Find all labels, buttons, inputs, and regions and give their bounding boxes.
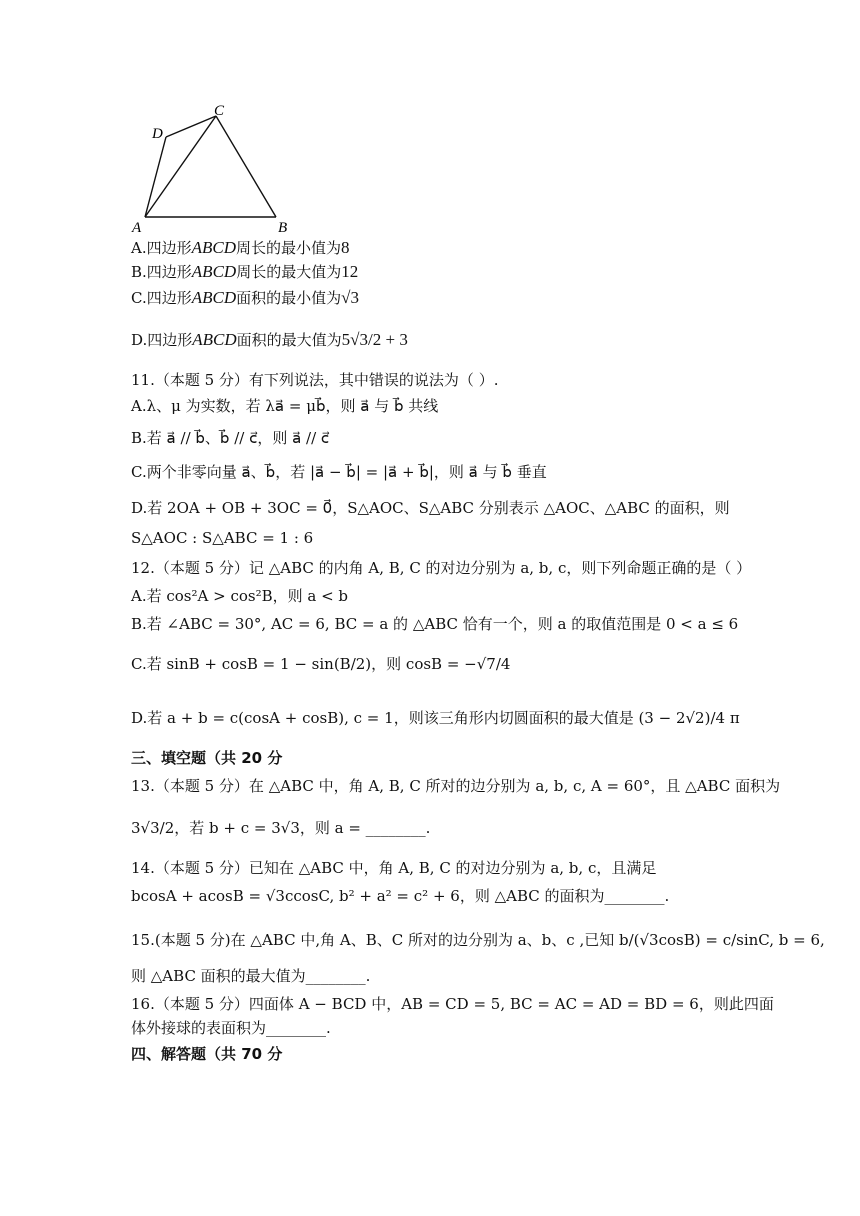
quadrilateral-figure: [126, 100, 306, 236]
q15-line1: 15.(本题 5 分)在 △ABC 中,角 A、B、C 所对的边分别为 a、b、c ,已知 b/(√3cosB) = c/sinC, b = 6,: [131, 931, 825, 949]
section-heading-answer: 四、解答题（共 70 分: [131, 1045, 283, 1063]
q11-option-b: B.若 a⃗ // b⃗、b⃗ // c⃗，则 a⃗ // c⃗: [131, 429, 330, 447]
q11-option-c: C.两个非零向量 a⃗、b⃗，若 |a⃗ − b⃗| = |a⃗ + b⃗|，则 a⃗ 与 b⃗ 垂直: [131, 463, 547, 481]
vertex-label-c: C: [214, 103, 225, 119]
q10-option-c: C.四边形ABCD面积的最小值为√3: [131, 288, 359, 307]
q12-option-b: B.若 ∠ABC = 30°, AC = 6, BC = a 的 △ABC 恰有一个，则 a 的取值范围是 0 < a ≤ 6: [131, 615, 739, 633]
q11-option-a: A.λ、μ 为实数，若 λa⃗ = μb⃗，则 a⃗ 与 b⃗ 共线: [131, 397, 439, 415]
q10-option-b: B.四边形ABCD周长的最大值为12: [131, 262, 359, 281]
q16-line2: 体外接球的表面积为________.: [131, 1019, 331, 1037]
vertex-label-a: A: [132, 220, 142, 236]
vertex-label-d: D: [152, 126, 163, 142]
q14-line1: 14.（本题 5 分）已知在 △ABC 中，角 A, B, C 的对边分别为 a, b, c，且满足: [131, 859, 657, 877]
q10-option-d: D.四边形ABCD面积的最大值为5√3/2 + 3: [131, 330, 408, 349]
q12-option-c: C.若 sinB + cosB = 1 − sin(B/2)，则 cosB = −√7/4: [131, 655, 511, 673]
q16-line1: 16.（本题 5 分）四面体 A − BCD 中，AB = CD = 5, BC = AC = AD = BD = 6，则此四面: [131, 995, 774, 1013]
q13-line1: 13.（本题 5 分）在 △ABC 中，角 A, B, C 所对的边分别为 a, b, c, A = 60°，且 △ABC 面积为: [131, 777, 781, 795]
q10-option-a: A.四边形ABCD周长的最小值为8: [131, 238, 350, 257]
q12-option-a: A.若 cos²A > cos²B，则 a < b: [131, 587, 349, 605]
q15-line2: 则 △ABC 面积的最大值为________.: [131, 967, 371, 985]
q11-option-d-line1: D.若 2OA + OB + 3OC = 0⃗，S△AOC、S△ABC 分别表示 △AOC、△ABC 的面积，则: [131, 499, 730, 517]
section-heading-fill-in: 三、填空题（共 20 分: [131, 749, 283, 767]
q11-stem: 11.（本题 5 分）有下列说法，其中错误的说法为（ ）.: [131, 371, 499, 389]
q11-option-d-line2: S△AOC : S△ABC = 1 : 6: [131, 529, 314, 547]
vertex-label-b: B: [278, 220, 288, 236]
q12-option-d: D.若 a + b = c(cosA + cosB), c = 1，则该三角形内切圆面积的最大值是 (3 − 2√2)/4 π: [131, 709, 740, 727]
q14-line2: bcosA + acosB = √3ccosC, b² + a² = c² + 6，则 △ABC 的面积为________.: [131, 887, 670, 905]
q13-line2: 3√3/2，若 b + c = 3√3，则 a = ________.: [131, 819, 431, 837]
q12-stem: 12.（本题 5 分）记 △ABC 的内角 A, B, C 的对边分别为 a, b, c，则下列命题正确的是（ ）: [131, 559, 752, 577]
